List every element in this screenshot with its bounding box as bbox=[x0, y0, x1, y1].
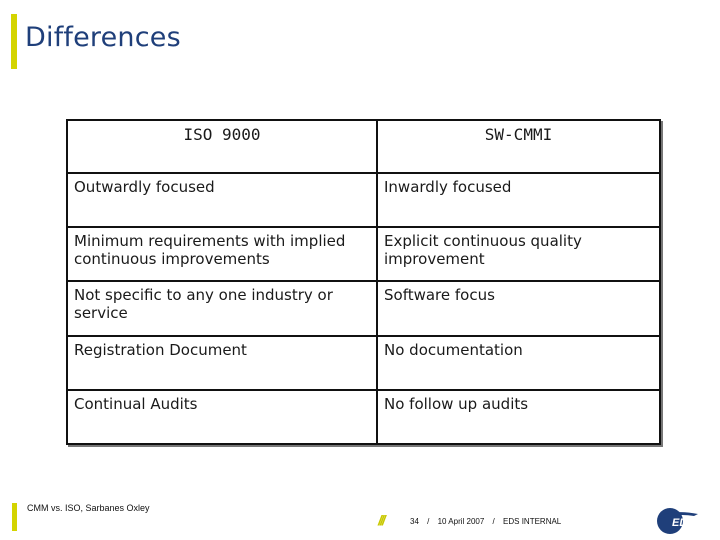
comparison-table bbox=[66, 119, 661, 445]
table-cell-cmmi: Explicit continuous quality improvement bbox=[377, 227, 660, 281]
table-row bbox=[67, 336, 660, 390]
table-header-row bbox=[67, 120, 660, 173]
table-cell-iso: Outwardly focused bbox=[67, 173, 377, 227]
title-accent-bar bbox=[11, 14, 17, 69]
footer-separator: / bbox=[427, 517, 430, 526]
footer-date: 10 April 2007 bbox=[437, 517, 485, 526]
table-row bbox=[67, 281, 660, 335]
footer-classification: EDS INTERNAL bbox=[503, 517, 562, 526]
comparison-table-container bbox=[66, 119, 661, 445]
table-cell-cmmi: Software focus bbox=[377, 281, 660, 335]
eds-logo bbox=[654, 505, 702, 535]
table-cell-iso: Not specific to any one industry or service bbox=[67, 281, 377, 335]
table-row bbox=[67, 390, 660, 444]
footer-accent-bar bbox=[12, 503, 17, 531]
table-cell-iso: Continual Audits bbox=[67, 390, 377, 444]
table-cell-iso: Registration Document bbox=[67, 336, 377, 390]
table-cell-iso: Minimum requirements with implied continuous improvements bbox=[67, 227, 377, 281]
eds-logo-text: EDS bbox=[672, 517, 695, 529]
page-number: 34 bbox=[410, 517, 419, 526]
footer-info bbox=[410, 517, 567, 526]
header-iso-9000: ISO 9000 bbox=[67, 120, 377, 173]
footer-separator: / bbox=[492, 517, 495, 526]
header-sw-cmmi: SW-CMMI bbox=[377, 120, 660, 173]
table-cell-cmmi: No follow up audits bbox=[377, 390, 660, 444]
footer-presentation-title: CMM vs. ISO, Sarbanes Oxley bbox=[27, 503, 150, 513]
slide-title: Differences bbox=[25, 22, 181, 53]
table-row bbox=[67, 227, 660, 281]
table-cell-cmmi: No documentation bbox=[377, 336, 660, 390]
table-row bbox=[67, 173, 660, 227]
footer-slashes-decoration: /// bbox=[378, 512, 384, 528]
table-cell-cmmi: Inwardly focused bbox=[377, 173, 660, 227]
